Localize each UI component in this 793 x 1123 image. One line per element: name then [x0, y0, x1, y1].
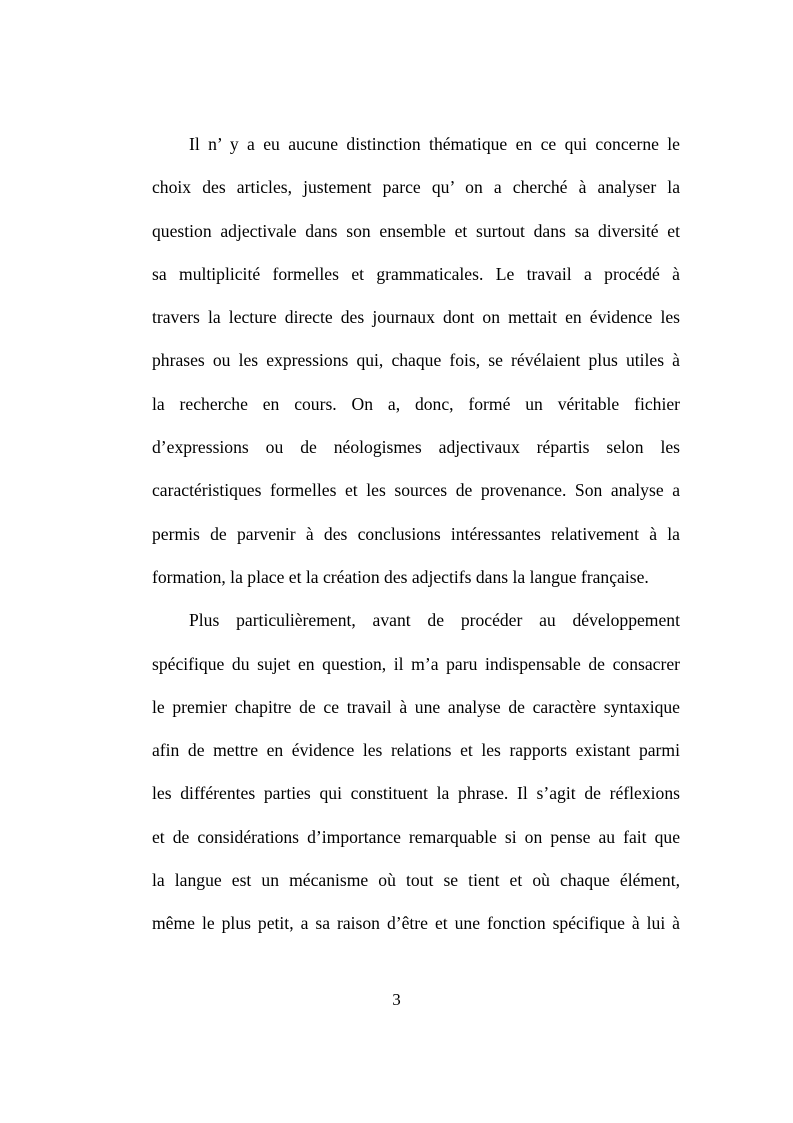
- body-text: [152, 128, 680, 951]
- paragraph-1-line-2: choix des articles, justement parce qu’ on a cherché à analyser la: [152, 177, 680, 198]
- paragraph-2-line-4: afin de mettre en évidence les relations et les rapports existant parmi: [152, 740, 680, 761]
- paragraph-2-line-1: Plus particulièrement, avant de procéder au développement: [189, 610, 680, 631]
- paragraph-2-line-2: spécifique du sujet en question, il m’a paru indispensable de consacrer: [152, 653, 680, 674]
- paragraph-1-line-8: d’expressions ou de néologismes adjectivaux répartis selon les: [152, 437, 680, 458]
- paragraph-1-line-5: travers la lecture directe des journaux dont on mettait en évidence les: [152, 307, 680, 328]
- paragraph-1-line-7: la recherche en cours. On a, donc, formé un véritable fichier: [152, 393, 680, 414]
- paragraph-1-line-6: phrases ou les expressions qui, chaque fois, se révélaient plus utiles à: [152, 350, 680, 371]
- paragraph-2-line-3: le premier chapitre de ce travail à une analyse de caractère syntaxique: [152, 696, 680, 717]
- paragraph-1-line-9: caractéristiques formelles et les sources de provenance. Son analyse a: [152, 480, 680, 501]
- paragraph-1-line-10: permis de parvenir à des conclusions intéressantes relativement à la: [152, 523, 680, 544]
- paragraph-1-line-11: formation, la place et la création des adjectifs dans la langue française.: [152, 566, 649, 587]
- paragraph-1-line-4: sa multiplicité formelles et grammaticales. Le travail a procédé à: [152, 263, 680, 284]
- paragraph-1-line-3: question adjectivale dans son ensemble et surtout dans sa diversité et: [152, 220, 680, 241]
- page-number: 3: [392, 990, 401, 1009]
- paragraph-2-line-8: même le plus petit, a sa raison d’être et une fonction spécifique à lui à: [152, 913, 680, 934]
- paragraph-2-line-6: et de considérations d’importance remarquable si on pense au fait que: [152, 826, 680, 847]
- paragraph-2-line-7: la langue est un mécanisme où tout se tient et où chaque élément,: [152, 870, 680, 891]
- paragraph-2-line-5: les différentes parties qui constituent la phrase. Il s’agit de réflexions: [152, 783, 680, 804]
- paragraph-1-line-1: Il n’ y a eu aucune distinction thématique en ce qui concerne le: [189, 134, 680, 154]
